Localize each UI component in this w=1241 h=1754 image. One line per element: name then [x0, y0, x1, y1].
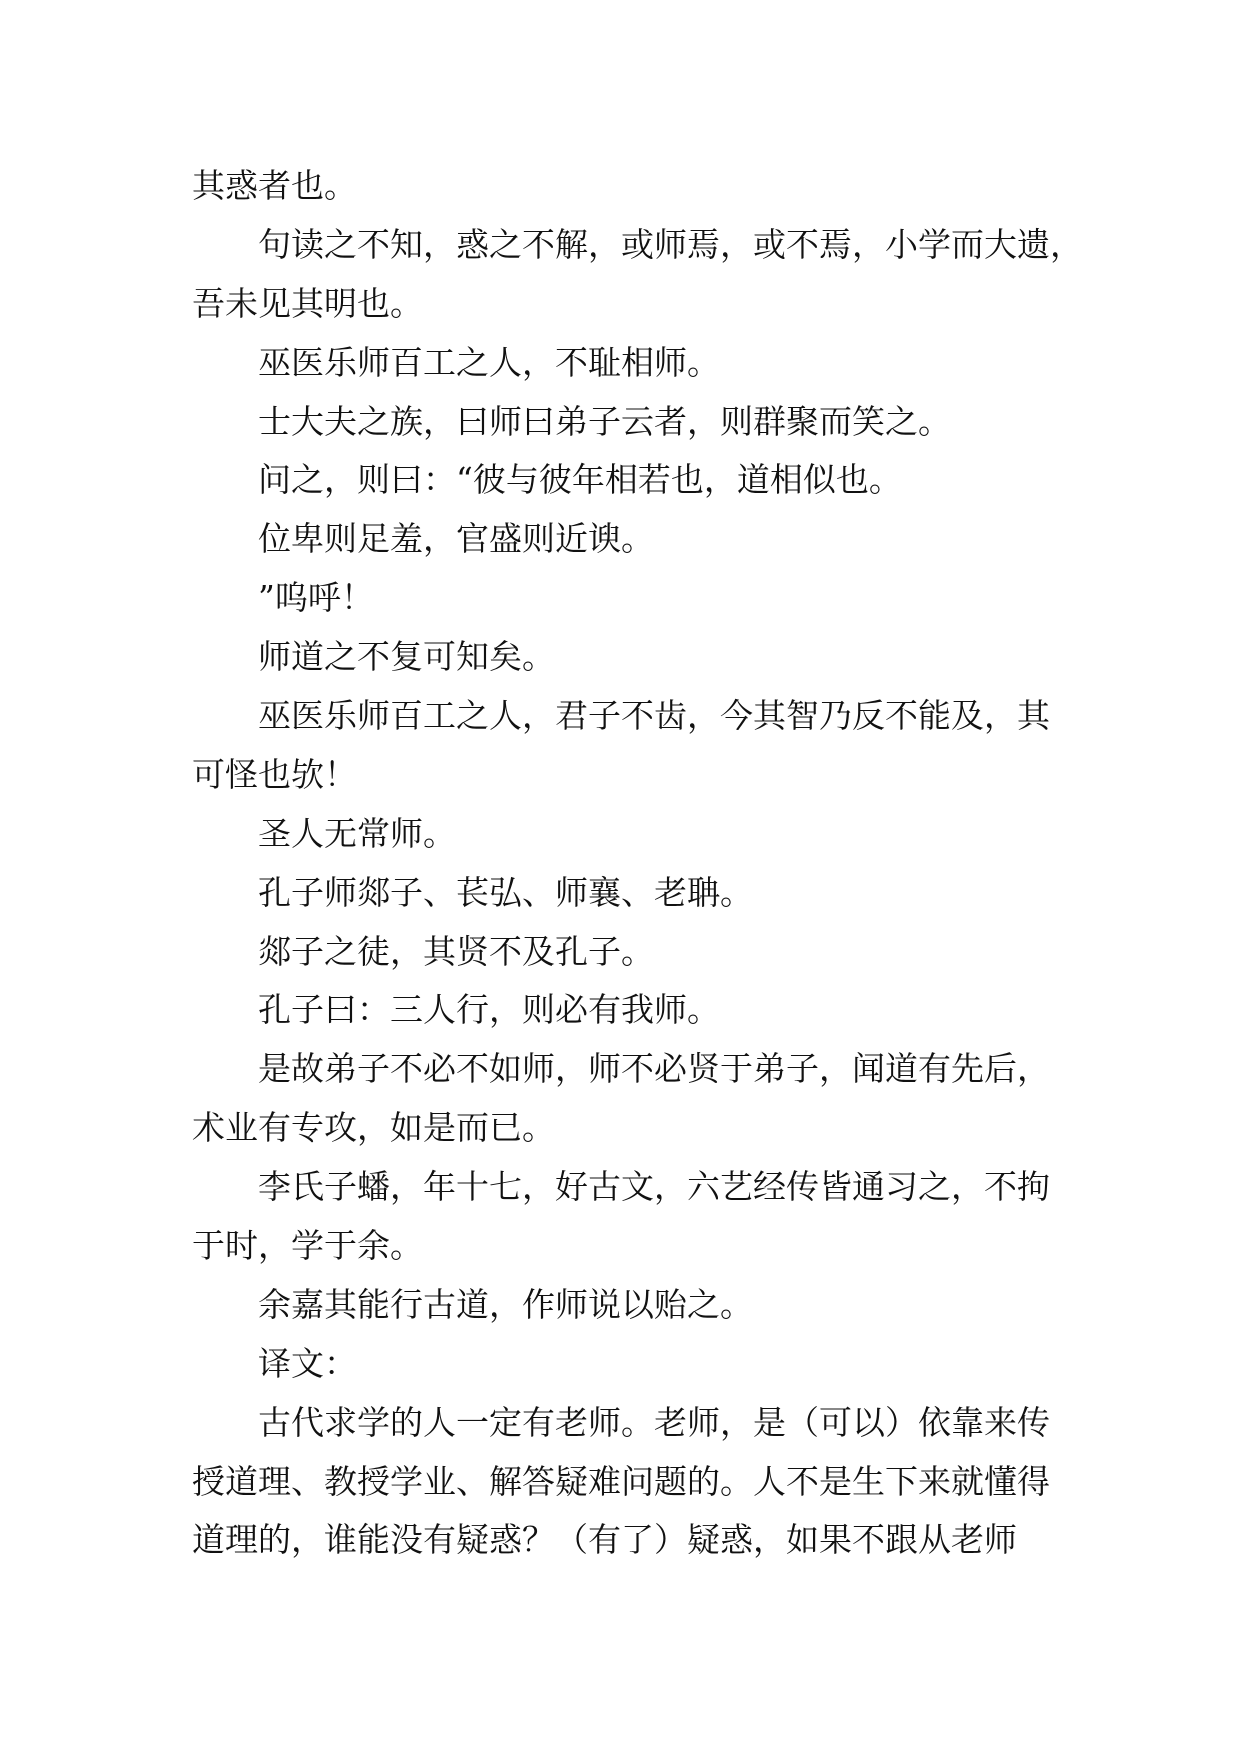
- text-line: 句读之不知，惑之不解，或师焉，或不焉，小学而大遗，: [258, 224, 1083, 264]
- paragraph: [192, 157, 1092, 216]
- text-line: 郯子之徒，其贤不及孔子。: [258, 931, 654, 971]
- text-line: ”呜呼！: [258, 578, 374, 618]
- text-line: 孔子曰：三人行，则必有我师。: [258, 990, 720, 1030]
- text-line: 授道理、教授学业、解答疑难问题的。人不是生下来就懂得: [192, 1461, 1050, 1501]
- text-line: 其惑者也。: [192, 166, 357, 205]
- text-line: 可怪也欤！: [192, 754, 357, 794]
- text-line: 余嘉其能行古道，作师说以贻之。: [258, 1284, 753, 1324]
- paragraph: [192, 334, 1092, 393]
- paragraph: [192, 628, 1092, 687]
- text-line: 位卑则足羞，官盛则近谀。: [258, 519, 654, 559]
- section-heading: 译文：: [258, 1343, 357, 1383]
- paragraph: [192, 1335, 1092, 1394]
- text-line: 巫医乐师百工之人，君子不齿，今其智乃反不能及，其: [258, 696, 1050, 736]
- document-body: [192, 157, 1092, 1570]
- paragraph: [192, 1276, 1092, 1335]
- text-line: 士大夫之族，曰师曰弟子云者，则群聚而笑之。: [258, 401, 951, 441]
- paragraph: [192, 805, 1092, 864]
- text-line: 问之，则曰：“彼与彼年相若也，道相似也。: [258, 460, 902, 500]
- paragraph: [192, 451, 1092, 510]
- paragraph: [192, 510, 1092, 569]
- paragraph: [192, 216, 1092, 334]
- text-line: 于时，学于余。: [192, 1226, 423, 1266]
- text-line: 师道之不复可知矣。: [258, 637, 555, 677]
- text-line: 是故弟子不必不如师，师不必贤于弟子，闻道有先后，: [258, 1049, 1050, 1089]
- text-line: 术业有专攻，如是而已。: [192, 1108, 555, 1148]
- paragraph: [192, 1394, 1092, 1571]
- text-line: 圣人无常师。: [258, 813, 456, 853]
- text-line: 巫医乐师百工之人，不耻相师。: [258, 342, 720, 382]
- text-line: 吾未见其明也。: [192, 283, 423, 323]
- paragraph: [192, 1040, 1092, 1158]
- paragraph: [192, 981, 1092, 1040]
- paragraph: [192, 1158, 1092, 1276]
- text-line: 李氏子蟠，年十七，好古文，六艺经传皆通习之，不拘: [258, 1167, 1050, 1207]
- paragraph: [192, 393, 1092, 452]
- paragraph: [192, 923, 1092, 982]
- paragraph: [192, 569, 1092, 628]
- paragraph: [192, 687, 1092, 805]
- text-line: 道理的，谁能没有疑惑？（有了）疑惑，如果不跟从老师: [192, 1520, 1017, 1560]
- paragraph: [192, 864, 1092, 923]
- text-line: 古代求学的人一定有老师。老师，是（可以）依靠来传: [258, 1402, 1050, 1442]
- text-line: 孔子师郯子、苌弘、师襄、老聃。: [258, 872, 753, 912]
